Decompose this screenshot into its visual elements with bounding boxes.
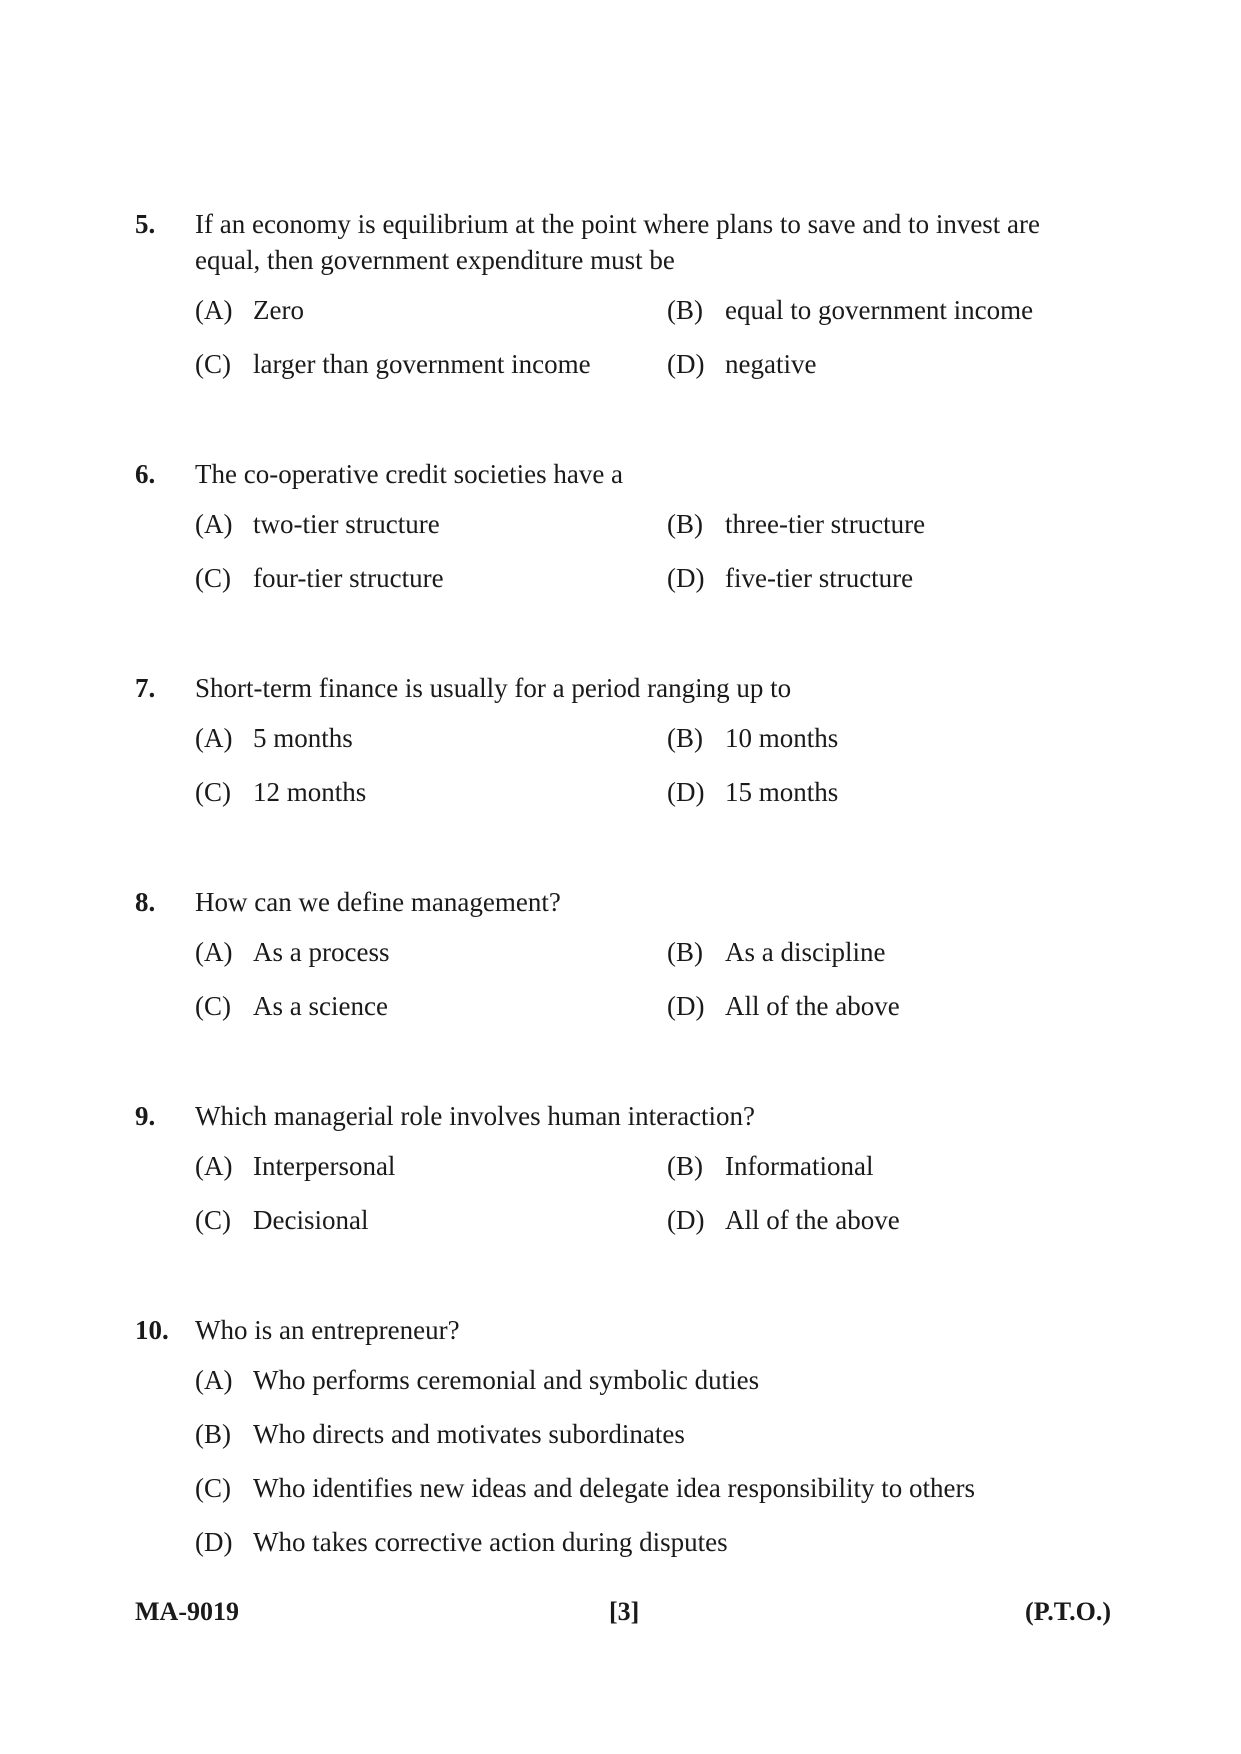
question-text: Who is an entrepreneur? — [195, 1315, 460, 1345]
question-8 — [135, 884, 1095, 1024]
options — [195, 934, 1095, 1024]
question-header — [135, 884, 1095, 920]
option-letter: (D) — [195, 1527, 233, 1557]
question-text: The co-operative credit societies have a — [195, 459, 624, 489]
option-d — [667, 1202, 1137, 1238]
option-letter: (C) — [195, 349, 231, 379]
question-header — [135, 456, 1095, 492]
option-letter: (D) — [667, 1205, 705, 1235]
page-footer — [135, 1594, 1111, 1630]
option-letter: (A) — [195, 1365, 233, 1395]
option-letter: (B) — [667, 1151, 703, 1181]
option-letter: (C) — [195, 991, 231, 1021]
question-text: Which managerial role involves human interaction? — [195, 1101, 756, 1131]
question-6 — [135, 456, 1095, 596]
option-a — [195, 1148, 667, 1184]
question-text: Short-term finance is usually for a period ranging up to — [195, 673, 792, 703]
option-c — [195, 1202, 667, 1238]
option-letter: (C) — [195, 1205, 231, 1235]
option-letter: (B) — [667, 723, 703, 753]
options — [195, 506, 1095, 596]
question-number: 7. — [135, 673, 156, 703]
question-header — [135, 1098, 1095, 1134]
question-header — [135, 1312, 1095, 1348]
question-5 — [135, 206, 1095, 382]
question-7 — [135, 670, 1095, 810]
option-letter: (B) — [667, 295, 703, 325]
option-letter: (C) — [195, 1473, 231, 1503]
option-text: As a process — [253, 937, 390, 967]
option-text: Informational — [725, 1151, 874, 1181]
option-a — [195, 1362, 1095, 1398]
option-text: As a science — [253, 991, 388, 1021]
option-a — [195, 934, 667, 970]
option-letter: (D) — [667, 349, 705, 379]
page-number: [3] — [609, 1597, 640, 1626]
question-text: How can we define management? — [195, 887, 561, 917]
option-letter: (A) — [195, 723, 233, 753]
option-letter: (A) — [195, 509, 233, 539]
option-letter: (C) — [195, 777, 231, 807]
option-text: Decisional — [253, 1205, 369, 1235]
option-text: four-tier structure — [253, 563, 444, 593]
option-b — [667, 1148, 1137, 1184]
option-d — [667, 346, 1137, 382]
option-c — [195, 1470, 1095, 1506]
option-text: Who identifies new ideas and delegate idea responsibility to others — [253, 1473, 976, 1503]
option-text: As a discipline — [725, 937, 886, 967]
option-text: negative — [725, 349, 817, 379]
question-9 — [135, 1098, 1095, 1238]
option-a — [195, 720, 667, 756]
option-letter: (B) — [667, 509, 703, 539]
option-d — [667, 560, 1137, 596]
option-text: equal to government income — [725, 295, 1034, 325]
option-a — [195, 292, 667, 328]
question-number: 5. — [135, 209, 156, 239]
option-b — [667, 934, 1137, 970]
option-text: Zero — [253, 295, 304, 325]
option-d — [195, 1524, 1095, 1560]
option-c — [195, 560, 667, 596]
options — [195, 292, 1095, 382]
option-letter: (A) — [195, 295, 233, 325]
option-c — [195, 988, 667, 1024]
option-letter: (C) — [195, 563, 231, 593]
option-d — [667, 988, 1137, 1024]
option-c — [195, 346, 667, 382]
option-text: All of the above — [725, 991, 900, 1021]
question-header — [135, 670, 1095, 706]
option-text: three-tier structure — [725, 509, 926, 539]
option-text: 15 months — [725, 777, 839, 807]
option-text: 10 months — [725, 723, 839, 753]
question-10 — [135, 1312, 1095, 1560]
option-c — [195, 774, 667, 810]
question-number: 9. — [135, 1101, 156, 1131]
option-text: Who directs and motivates subordinates — [253, 1419, 685, 1449]
option-text: 12 months — [253, 777, 367, 807]
option-letter: (D) — [667, 777, 705, 807]
option-b — [667, 720, 1137, 756]
paper-code: MA-9019 — [135, 1597, 239, 1626]
question-number: 8. — [135, 887, 156, 917]
question-number: 10. — [135, 1315, 169, 1345]
question-number: 6. — [135, 459, 156, 489]
option-letter: (D) — [667, 563, 705, 593]
question-text: If an economy is equilibrium at the point where plans to save and to invest are equal, then government expenditure must be — [195, 209, 1041, 275]
question-header — [135, 206, 1095, 278]
option-b — [195, 1416, 1095, 1452]
option-letter: (B) — [667, 937, 703, 967]
option-letter: (D) — [667, 991, 705, 1021]
option-text: five-tier structure — [725, 563, 914, 593]
option-letter: (A) — [195, 937, 233, 967]
option-b — [667, 292, 1137, 328]
options — [195, 1362, 1095, 1560]
option-text: Who performs ceremonial and symbolic duties — [253, 1365, 760, 1395]
option-text: All of the above — [725, 1205, 900, 1235]
option-text: larger than government income — [253, 349, 591, 379]
option-b — [667, 506, 1137, 542]
option-text: 5 months — [253, 723, 353, 753]
option-a — [195, 506, 667, 542]
options — [195, 720, 1095, 810]
option-text: Who takes corrective action during disputes — [253, 1527, 728, 1557]
option-text: Interpersonal — [253, 1151, 396, 1181]
options — [195, 1148, 1095, 1238]
option-text: two-tier structure — [253, 509, 440, 539]
option-letter: (A) — [195, 1151, 233, 1181]
pto-note: (P.T.O.) — [1025, 1597, 1111, 1626]
option-letter: (B) — [195, 1419, 231, 1449]
option-d — [667, 774, 1137, 810]
